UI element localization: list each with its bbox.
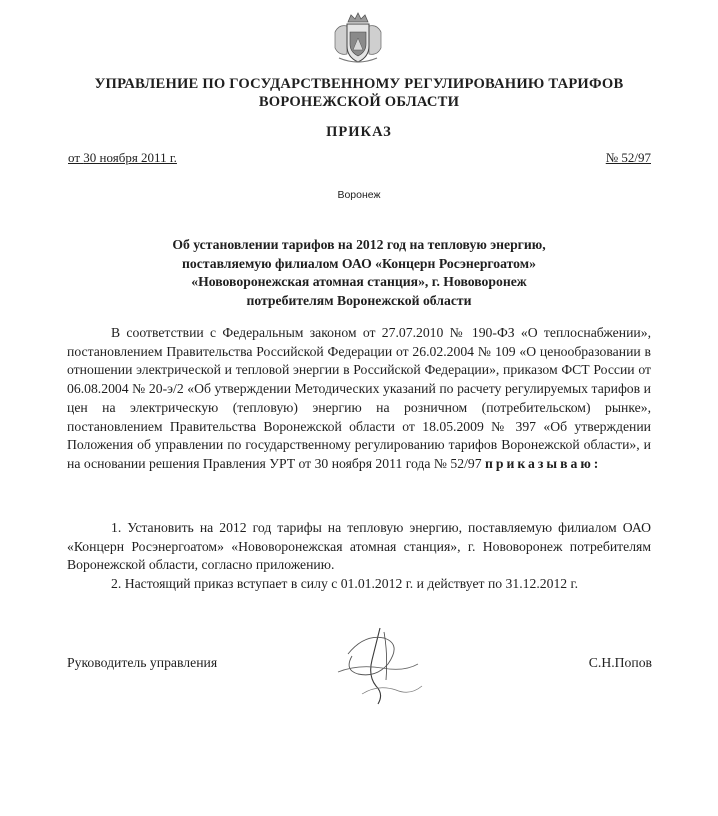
preamble-text: В соответствии с Федеральным законом от 27.07.2010 № 190-ФЗ «О теплоснабжении», постановлением Правительства Российской Федерации от 26.02.2004 № 109 «О ценообразовании в отношении электрической и тепловой энергии в Российской Федерации», приказом ФСТ России от 06.08.2004 № 20-э/2 «Об утверждении Методических указаний по расчету регулируемых тарифов и цен на электрическую (тепловую) энергию на розничном (потребительском) рынке», постановлением Правительства Воронежской области от 18.05.2009 № 397 «Об утверждении Положения об управлении по государственному регулированию тарифов Воронежской области», и на основании решения Правления УРТ от 30 ноября 2011 года № 52/97 [67,325,651,471]
document-subject [120,236,598,310]
subject-line: поставляемую филиалом ОАО «Концерн Росэнергоатом» [182,255,536,271]
subject-line: «Нововоронежская атомная станция», г. Нововоронеж [191,274,527,289]
decree-word: приказываю: [484,455,602,471]
signer-position: Руководитель управления [67,655,218,670]
document-number: № 52/97 [605,150,651,165]
decree-item: 2. Настоящий приказ вступает в силу с 01.01.2012 г. и действует по 31.12.2012 г. [111,576,579,592]
date-prefix: от [68,150,81,165]
decree-item: 1. Установить на 2012 год тарифы на тепловую энергию, поставляемую филиалом ОАО «Концерн Росэнергоатом» «Нововоронежская атомная станция», г. Нововоронеж потребителям Воронежской области, согласно приложению. [67,520,651,573]
handwritten-signature [318,624,438,710]
decree-items [67,519,651,594]
issuer-region: ВОРОНЕЖСКОЙ ОБЛАСТИ [258,94,460,110]
signer-name: С.Н.Попов [588,655,652,670]
issuer-name: УПРАВЛЕНИЕ ПО ГОСУДАРСТВЕННОМУ РЕГУЛИРОВАНИЮ ТАРИФОВ [94,76,624,92]
subject-line: потребителям Воронежской области [246,292,472,308]
coat-of-arms-icon [329,10,387,68]
preamble [67,324,651,474]
document-date [68,150,177,166]
document-type: ПРИКАЗ [326,124,392,140]
subject-line: Об установлении тарифов на 2012 год на тепловую энергию, [172,237,546,252]
date-value: 30 ноября 2011 г. [83,150,177,165]
document-city: Воронеж [337,189,381,201]
